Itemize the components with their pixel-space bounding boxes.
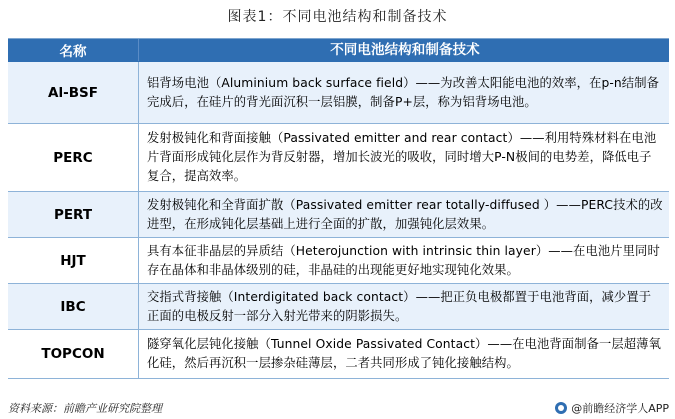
table-header-row — [8, 39, 669, 62]
source-note: 资料来源：前瞻产业研究院整理 — [8, 402, 162, 415]
table-row — [8, 192, 669, 238]
brand-text: @前瞻经济学人APP — [571, 402, 669, 415]
cell-description: 隧穿氧化层钝化接触（Tunnel Oxide Passivated Contact）——在电池背面制备一层超薄氧化硅，然后再沉积一层掺杂硅薄层，二者共同形成了钝化接触结构。 — [147, 337, 661, 370]
table-row — [8, 62, 669, 124]
cell-name: IBC — [8, 284, 139, 329]
cell-description: 具有本征非晶层的异质结（Heterojunction with intrinsic thin layer）——在电池片里同时存在晶体和非晶体级别的硅，非晶硅的出现能更好地实现钝化效果。 — [147, 243, 660, 277]
cell-name: PERC — [8, 124, 139, 191]
footer — [8, 400, 669, 416]
cell-description: 交指式背接触（Interdigitated back contact）——把正负电极都置于电池背面，减少置于正面的电极反射一部分入射光带来的阴影损失。 — [147, 289, 652, 323]
cell-description: 发射极钝化和背面接触（Passivated emitter and rear contact）——利用特殊材料在电池片背面形成钝化层作为背反射器，增加长波光的吸收，同时增大P-N极间的电势差，降低电子复合，提高效率。 — [147, 131, 657, 183]
table-row — [8, 238, 669, 284]
cell-name: HJT — [8, 238, 139, 283]
figure-title: 图表1：不同电池结构和制备技术 — [227, 9, 448, 25]
table-row — [8, 124, 669, 192]
cell-name: Al-BSF — [8, 62, 139, 123]
cell-description: 发射极钝化和全背面扩散（Passivated emitter rear totally-diffused ）——PERC技术的改进型，在形成钝化层基础上进行全面的扩散，加强钝化层效果。 — [147, 197, 663, 231]
header-description: 不同电池结构和制备技术 — [330, 41, 480, 58]
table-row — [8, 330, 669, 379]
cell-name: PERT — [8, 192, 139, 237]
cell-name: TOPCON — [8, 330, 139, 378]
brand-credit — [555, 400, 669, 416]
header-name: 名称 — [8, 39, 139, 61]
cell-description: 铝背场电池（Aluminium back surface field）——为改善太阳能电池的效率，在p-n结制备完成后，在硅片的背光面沉积一层铝膜，制备P+层，称为铝背场电池。 — [147, 75, 659, 109]
technology-table — [8, 38, 669, 379]
table-row — [8, 284, 669, 330]
qianzhan-logo-icon — [555, 402, 567, 414]
